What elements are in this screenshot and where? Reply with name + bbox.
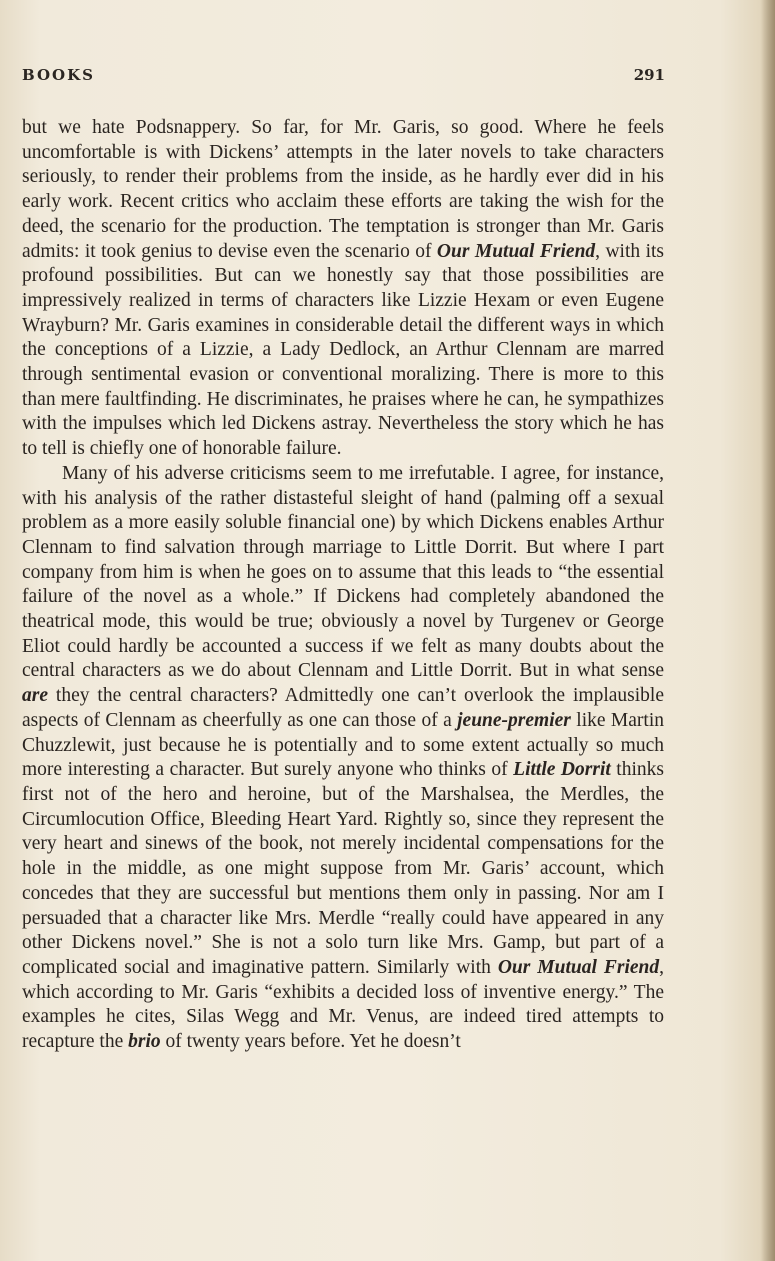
italic-title: jeune-premier	[457, 709, 571, 731]
running-head	[22, 66, 665, 84]
text-run: , with its profound possibilities. But can we honestly say that those possibilities are impressively realized in terms of characters like Lizzie Hexam or even Eugene Wrayburn? Mr. Garis examines in considerable detail the different ways in which the conceptions of a Lizzie, a Lady Dedlock, an Arthur Clennam are marred through sentimental evasion or conventional moralizing. There is more to this than mere faultfinding. He discriminates, he praises where he can, he sympathizes with the impulses which led Dickens astray. Nevertheless the story which he has to tell is chiefly one of honorable failure.	[22, 240, 664, 460]
italic-title: Our Mutual Friend	[497, 956, 660, 978]
running-title: BOOKS	[22, 66, 95, 84]
text-run: but we hate Podsnappery. So far, for Mr. Garis, so good. Where he feels uncomfortable is with Dickens’ attempts in the later novels to take characters seriously, to render their problems from the inside, as he hardly ever did in his early work. Recent critics who acclaim these efforts are taking the wish for the deed, the scenario for the production. The temptation is stronger than Mr. Garis admits: it took genius to devise even the scenario of	[22, 117, 664, 262]
body-text	[22, 116, 664, 1055]
paragraph	[22, 462, 664, 1055]
italic-title: Our Mutual Friend	[436, 240, 596, 262]
italic-title: Little Dorrit	[513, 759, 611, 781]
italic-title: brio	[128, 1031, 161, 1053]
text-run: they the central characters? Admittedly one can’t overlook the implausible aspects of Clennam as cheerfully as one can those of a	[22, 685, 664, 731]
text-run: of twenty years before. Yet he doesn’t	[160, 1031, 461, 1053]
italic-title: are	[22, 685, 48, 707]
text-run: Many of his adverse criticisms seem to me irrefutable. I agree, for instance, with his analysis of the rather distasteful sleight of hand (palming off a sexual problem as a more easily soluble financial one) by which Dickens enables Arthur Clennam to find salvation through marriage to Little Dorrit. But where I part company from him is when he goes on to assume that this leads to “the essential failure of the novel as a whole.” If Dickens had completely abandoned the theatrical mode, this would be true; obviously a novel by Turgenev or George Eliot could hardly be accounted a success if we felt as many doubts about the central characters as we do about Clennam and Little Dorrit. But in what sense	[22, 462, 664, 682]
text-run: like Martin Chuzzlewit, just because he is potentially and to some extent actually so much more interesting a character. But surely anyone who thinks of	[22, 709, 664, 781]
page-edge-shadow	[761, 0, 775, 1261]
paragraph	[22, 116, 664, 462]
text-run: , which according to Mr. Garis “exhibits a decided loss of inventive energy.” The examples he cites, Silas Wegg and Mr. Venus, are indeed tired attempts to recapture the	[22, 956, 664, 1053]
text-run: thinks first not of the hero and heroine, but of the Marshalsea, the Merdles, the Circumlocution Office, Bleeding Heart Yard. Rightly so, since they represent the very heart and sinews of the book, not merely incidental compensations for the hole in the middle, as one might suppose from Mr. Garis’ account, which concedes that they are successful but mentions them only in passing. Nor am I persuaded that a character like Mrs. Merdle “really could have appeared in any other Dickens novel.” She is not a solo turn like Mrs. Gamp, but part of a complicated social and imaginative pattern. Similarly with	[22, 759, 664, 978]
page-number: 291	[633, 66, 665, 84]
